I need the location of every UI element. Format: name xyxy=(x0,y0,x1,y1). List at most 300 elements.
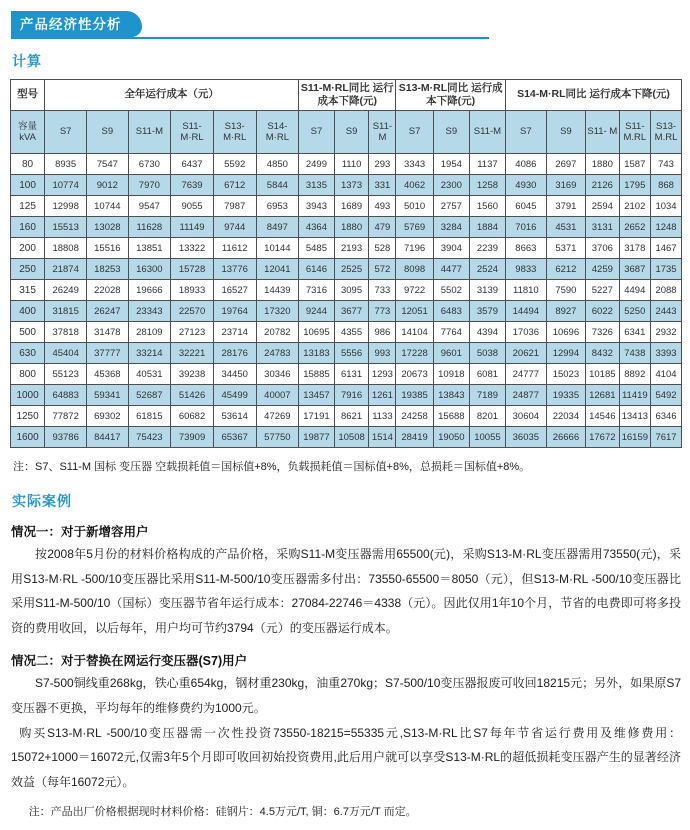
value-cell: 5485 xyxy=(299,238,334,259)
value-cell: 1133 xyxy=(369,406,396,427)
value-cell: 57750 xyxy=(256,427,299,448)
value-cell: 572 xyxy=(369,259,396,280)
case1-paragraph: 按2008年5月份的材料价格构成的产品价格，采购S11-M变压器需用65500(元)，采购S13-M·RL变压器需用73550(元)，采用S13-M·RL -500/10变压器比采用S11-M-500/10变压器需多付出：73550-65500＝8050（元），但S13-M·RL -500/10变压器比采用S11-M-500/10（国标）变压器节省年运行成本：27084-22746＝4338（元）。因此仅用1年10个月，节省的电费即可将多投资的费用收回，以后每年，用户均可节约3794（元）的变压器运行成本。 xyxy=(11,547,681,635)
value-cell: 64883 xyxy=(45,385,87,406)
value-cell: 8098 xyxy=(396,259,433,280)
value-cell: 9744 xyxy=(213,217,256,238)
capacity-cell: 100 xyxy=(11,175,45,196)
value-cell: 1258 xyxy=(469,175,505,196)
value-cell: 4259 xyxy=(586,259,619,280)
value-cell: 37777 xyxy=(87,343,128,364)
case2-paragraph-1: S7-500铜线重268kg，铁心重654kg，钢材重230kg，油重270kg；S7-500/10变压器报废可收回18215元；另外，如果原S7变压器不更换，平均每年的维修费约为1000元。 xyxy=(11,676,681,715)
value-cell: 51426 xyxy=(171,385,214,406)
table-row xyxy=(11,196,682,217)
table-row xyxy=(11,427,682,448)
value-cell: 2126 xyxy=(586,175,619,196)
value-cell: 7617 xyxy=(651,427,682,448)
value-cell: 28419 xyxy=(396,427,433,448)
value-cell: 9055 xyxy=(171,196,214,217)
value-cell: 19666 xyxy=(128,280,171,301)
value-cell: 9244 xyxy=(299,301,334,322)
value-cell: 5556 xyxy=(334,343,369,364)
value-cell: 4477 xyxy=(433,259,469,280)
capacity-cell: 1000 xyxy=(11,385,45,406)
value-cell: 2300 xyxy=(433,175,469,196)
value-cell: 6146 xyxy=(299,259,334,280)
value-cell: 24877 xyxy=(506,385,547,406)
value-cell: 7016 xyxy=(506,217,547,238)
value-cell: 1954 xyxy=(433,154,469,175)
table-note: 注：S7、S11-M 国标 变压器 空载损耗值＝国标值+8%，负载损耗值＝国标值+8%，总损耗＝国标值+8%。 xyxy=(13,461,531,473)
value-cell: 9601 xyxy=(433,343,469,364)
col-header: S9 xyxy=(433,111,469,154)
value-cell: 24783 xyxy=(256,343,299,364)
value-cell: 6483 xyxy=(433,301,469,322)
value-cell: 10185 xyxy=(586,364,619,385)
value-cell: 2757 xyxy=(433,196,469,217)
capacity-cell: 1250 xyxy=(11,406,45,427)
value-cell: 31478 xyxy=(87,322,128,343)
value-cell: 75423 xyxy=(128,427,171,448)
value-cell: 73909 xyxy=(171,427,214,448)
value-cell: 7316 xyxy=(299,280,334,301)
value-cell: 6131 xyxy=(334,364,369,385)
value-cell: 17036 xyxy=(506,322,547,343)
value-cell: 28176 xyxy=(213,343,256,364)
value-cell: 77872 xyxy=(45,406,87,427)
value-cell: 773 xyxy=(369,301,396,322)
value-cell: 8935 xyxy=(45,154,87,175)
value-cell: 2652 xyxy=(619,217,651,238)
value-cell: 13851 xyxy=(128,238,171,259)
value-cell: 479 xyxy=(369,217,396,238)
value-cell: 40531 xyxy=(128,364,171,385)
table-row xyxy=(11,343,682,364)
value-cell: 2525 xyxy=(334,259,369,280)
value-cell: 5592 xyxy=(213,154,256,175)
value-cell: 3393 xyxy=(651,343,682,364)
value-cell: 15728 xyxy=(171,259,214,280)
capacity-cell: 125 xyxy=(11,196,45,217)
capacity-cell: 200 xyxy=(11,238,45,259)
value-cell: 3284 xyxy=(433,217,469,238)
value-cell: 16300 xyxy=(128,259,171,280)
value-cell: 10744 xyxy=(87,196,128,217)
value-cell: 24258 xyxy=(396,406,433,427)
value-cell: 4104 xyxy=(651,364,682,385)
value-cell: 10918 xyxy=(433,364,469,385)
group-s11-header: S11-M·RL同比 运行成本下降(元) xyxy=(299,80,396,111)
value-cell: 15688 xyxy=(433,406,469,427)
value-cell: 733 xyxy=(369,280,396,301)
value-cell: 45404 xyxy=(45,343,87,364)
value-cell: 15023 xyxy=(546,364,585,385)
value-cell: 6022 xyxy=(586,301,619,322)
value-cell: 1884 xyxy=(469,217,505,238)
capacity-cell: 80 xyxy=(11,154,45,175)
value-cell: 7189 xyxy=(469,385,505,406)
value-cell: 26666 xyxy=(546,427,585,448)
value-cell: 1514 xyxy=(369,427,396,448)
table-row xyxy=(11,406,682,427)
value-cell: 2499 xyxy=(299,154,334,175)
value-cell: 2443 xyxy=(651,301,682,322)
col-header: S11-M xyxy=(128,111,171,154)
value-cell: 10055 xyxy=(469,427,505,448)
value-cell: 5250 xyxy=(619,301,651,322)
value-cell: 3687 xyxy=(619,259,651,280)
value-cell: 13776 xyxy=(213,259,256,280)
value-cell: 3677 xyxy=(334,301,369,322)
value-cell: 24777 xyxy=(506,364,547,385)
value-cell: 293 xyxy=(369,154,396,175)
value-cell: 8621 xyxy=(334,406,369,427)
value-cell: 1880 xyxy=(586,154,619,175)
value-cell: 28109 xyxy=(128,322,171,343)
value-cell: 10696 xyxy=(546,322,585,343)
value-cell: 13183 xyxy=(299,343,334,364)
capacity-header: 容量 kVA xyxy=(11,111,45,154)
value-cell: 8497 xyxy=(256,217,299,238)
value-cell: 59341 xyxy=(87,385,128,406)
banner-underline xyxy=(11,37,489,39)
col-header: S7 xyxy=(396,111,433,154)
value-cell: 2594 xyxy=(586,196,619,217)
value-cell: 5371 xyxy=(546,238,585,259)
value-cell: 19050 xyxy=(433,427,469,448)
value-cell: 6081 xyxy=(469,364,505,385)
value-cell: 868 xyxy=(651,175,682,196)
col-header: S7 xyxy=(45,111,87,154)
table-row xyxy=(11,175,682,196)
value-cell: 4394 xyxy=(469,322,505,343)
value-cell: 13457 xyxy=(299,385,334,406)
col-header: S11- M xyxy=(586,111,619,154)
capacity-cell: 315 xyxy=(11,280,45,301)
value-cell: 11419 xyxy=(619,385,651,406)
value-cell: 60682 xyxy=(171,406,214,427)
case2-paragraph-2: 购买S13-M·RL -500/10变压器需一次性投资73550-18215=55335元,S13-M·RL比S7每年节省运行费用及维修费用：15072+1000＝16072元,仅需3年5个月即可收回初始投资费用,此后用户就可以享受S13-M·RL的超低损耗变压器产生的显著经济效益（每年16072元）。 xyxy=(11,725,681,789)
value-cell: 33214 xyxy=(128,343,171,364)
value-cell: 331 xyxy=(369,175,396,196)
col-header: S11- M·RL xyxy=(171,111,214,154)
value-cell: 12681 xyxy=(586,385,619,406)
capacity-cell: 160 xyxy=(11,217,45,238)
value-cell: 18808 xyxy=(45,238,87,259)
value-cell: 1373 xyxy=(334,175,369,196)
value-cell: 30604 xyxy=(506,406,547,427)
value-cell: 65367 xyxy=(213,427,256,448)
value-cell: 1110 xyxy=(334,154,369,175)
capacity-cell: 250 xyxy=(11,259,45,280)
value-cell: 47269 xyxy=(256,406,299,427)
col-header: S14- M·RL xyxy=(256,111,299,154)
value-cell: 6953 xyxy=(256,196,299,217)
value-cell: 8663 xyxy=(506,238,547,259)
value-cell: 45368 xyxy=(87,364,128,385)
value-cell: 9547 xyxy=(128,196,171,217)
value-cell: 3169 xyxy=(546,175,585,196)
case2-heading: 情况二：对于替换在网运行变压器(S7)用户 xyxy=(11,654,248,669)
value-cell: 13028 xyxy=(87,217,128,238)
table-row xyxy=(11,154,682,175)
value-cell: 39238 xyxy=(171,364,214,385)
page-title: 产品经济性分析 xyxy=(11,11,142,37)
value-cell: 18933 xyxy=(171,280,214,301)
value-cell: 31815 xyxy=(45,301,87,322)
value-cell: 53614 xyxy=(213,406,256,427)
footer-note: 注：产品出厂价格根据现时材料价格：硅钢片：4.5万元/T, 铜：6.7万元/T 而定。 xyxy=(28,806,417,819)
value-cell: 69302 xyxy=(87,406,128,427)
value-cell: 5769 xyxy=(396,217,433,238)
value-cell: 5502 xyxy=(433,280,469,301)
case1-heading: 情况一：对于新增容用户 xyxy=(11,525,149,539)
table-row xyxy=(11,322,682,343)
value-cell: 27123 xyxy=(171,322,214,343)
table-row xyxy=(11,280,682,301)
value-cell: 5492 xyxy=(651,385,682,406)
value-cell: 2239 xyxy=(469,238,505,259)
value-cell: 11612 xyxy=(213,238,256,259)
value-cell: 17191 xyxy=(299,406,334,427)
value-cell: 12998 xyxy=(45,196,87,217)
value-cell: 40007 xyxy=(256,385,299,406)
value-cell: 13843 xyxy=(433,385,469,406)
capacity-cell: 1600 xyxy=(11,427,45,448)
capacity-cell: 400 xyxy=(11,301,45,322)
value-cell: 7438 xyxy=(619,343,651,364)
value-cell: 3343 xyxy=(396,154,433,175)
value-cell: 22028 xyxy=(87,280,128,301)
value-cell: 8892 xyxy=(619,364,651,385)
value-cell: 6712 xyxy=(213,175,256,196)
value-cell: 1560 xyxy=(469,196,505,217)
value-cell: 5038 xyxy=(469,343,505,364)
value-cell: 1467 xyxy=(651,238,682,259)
value-cell: 17320 xyxy=(256,301,299,322)
value-cell: 12041 xyxy=(256,259,299,280)
value-cell: 13322 xyxy=(171,238,214,259)
value-cell: 6437 xyxy=(171,154,214,175)
model-header: 型号 xyxy=(11,80,45,111)
value-cell: 3706 xyxy=(586,238,619,259)
col-header: S11-M xyxy=(469,111,505,154)
value-cell: 55123 xyxy=(45,364,87,385)
value-cell: 14439 xyxy=(256,280,299,301)
value-cell: 3943 xyxy=(299,196,334,217)
value-cell: 4062 xyxy=(396,175,433,196)
value-cell: 1248 xyxy=(651,217,682,238)
value-cell: 5844 xyxy=(256,175,299,196)
value-cell: 6045 xyxy=(506,196,547,217)
value-cell: 1880 xyxy=(334,217,369,238)
value-cell: 32221 xyxy=(171,343,214,364)
value-cell: 3095 xyxy=(334,280,369,301)
section-title-cases: 实际案例 xyxy=(12,493,72,509)
col-header: S13- M.RL xyxy=(651,111,682,154)
value-cell: 22034 xyxy=(546,406,585,427)
value-cell: 6730 xyxy=(128,154,171,175)
value-cell: 3791 xyxy=(546,196,585,217)
value-cell: 52687 xyxy=(128,385,171,406)
value-cell: 3579 xyxy=(469,301,505,322)
value-cell: 15885 xyxy=(299,364,334,385)
value-cell: 20621 xyxy=(506,343,547,364)
table-row xyxy=(11,238,682,259)
value-cell: 7547 xyxy=(87,154,128,175)
capacity-cell: 800 xyxy=(11,364,45,385)
value-cell: 10144 xyxy=(256,238,299,259)
value-cell: 45499 xyxy=(213,385,256,406)
table-row xyxy=(11,385,682,406)
col-header: S9 xyxy=(334,111,369,154)
value-cell: 7326 xyxy=(586,322,619,343)
col-header: S11- M.RL xyxy=(619,111,651,154)
value-cell: 1735 xyxy=(651,259,682,280)
group-s13-header: S13-M·RL同比 运行成本下降(元) xyxy=(396,80,506,111)
value-cell: 11810 xyxy=(506,280,547,301)
value-cell: 7916 xyxy=(334,385,369,406)
value-cell: 3178 xyxy=(619,238,651,259)
value-cell: 17672 xyxy=(586,427,619,448)
value-cell: 2088 xyxy=(651,280,682,301)
value-cell: 84417 xyxy=(87,427,128,448)
value-cell: 9012 xyxy=(87,175,128,196)
value-cell: 19764 xyxy=(213,301,256,322)
value-cell: 26247 xyxy=(87,301,128,322)
value-cell: 12994 xyxy=(546,343,585,364)
value-cell: 16527 xyxy=(213,280,256,301)
capacity-cell: 500 xyxy=(11,322,45,343)
value-cell: 4930 xyxy=(506,175,547,196)
value-cell: 19335 xyxy=(546,385,585,406)
value-cell: 20673 xyxy=(396,364,433,385)
col-header: S7 xyxy=(299,111,334,154)
value-cell: 26249 xyxy=(45,280,87,301)
table-row xyxy=(11,364,682,385)
value-cell: 6212 xyxy=(546,259,585,280)
value-cell: 4086 xyxy=(506,154,547,175)
value-cell: 2932 xyxy=(651,322,682,343)
value-cell: 4531 xyxy=(546,217,585,238)
col-header: S9 xyxy=(546,111,585,154)
value-cell: 1689 xyxy=(334,196,369,217)
value-cell: 5227 xyxy=(586,280,619,301)
value-cell: 8432 xyxy=(586,343,619,364)
value-cell: 3131 xyxy=(586,217,619,238)
group-annual-header: 全年运行成本（元） xyxy=(45,80,299,111)
value-cell: 4850 xyxy=(256,154,299,175)
value-cell: 7196 xyxy=(396,238,433,259)
value-cell: 7590 xyxy=(546,280,585,301)
value-cell: 22570 xyxy=(171,301,214,322)
value-cell: 10695 xyxy=(299,322,334,343)
value-cell: 3139 xyxy=(469,280,505,301)
value-cell: 10508 xyxy=(334,427,369,448)
value-cell: 4355 xyxy=(334,322,369,343)
value-cell: 8201 xyxy=(469,406,505,427)
col-header: S13- M·RL xyxy=(213,111,256,154)
value-cell: 4494 xyxy=(619,280,651,301)
value-cell: 2102 xyxy=(619,196,651,217)
value-cell: 2697 xyxy=(546,154,585,175)
value-cell: 15516 xyxy=(87,238,128,259)
cost-comparison-table xyxy=(10,79,682,448)
value-cell: 2193 xyxy=(334,238,369,259)
value-cell: 7987 xyxy=(213,196,256,217)
value-cell: 10774 xyxy=(45,175,87,196)
table-row xyxy=(11,301,682,322)
value-cell: 15513 xyxy=(45,217,87,238)
value-cell: 7639 xyxy=(171,175,214,196)
value-cell: 1795 xyxy=(619,175,651,196)
value-cell: 986 xyxy=(369,322,396,343)
value-cell: 30346 xyxy=(256,364,299,385)
value-cell: 17228 xyxy=(396,343,433,364)
value-cell: 1034 xyxy=(651,196,682,217)
value-cell: 1137 xyxy=(469,154,505,175)
value-cell: 3904 xyxy=(433,238,469,259)
section-title-calc: 计算 xyxy=(12,53,42,69)
value-cell: 14546 xyxy=(586,406,619,427)
value-cell: 8927 xyxy=(546,301,585,322)
value-cell: 36035 xyxy=(506,427,547,448)
value-cell: 20782 xyxy=(256,322,299,343)
table-row xyxy=(11,217,682,238)
value-cell: 9833 xyxy=(506,259,547,280)
value-cell: 2524 xyxy=(469,259,505,280)
value-cell: 19385 xyxy=(396,385,433,406)
value-cell: 5010 xyxy=(396,196,433,217)
value-cell: 16159 xyxy=(619,427,651,448)
value-cell: 14104 xyxy=(396,322,433,343)
table-header-groups xyxy=(11,80,682,111)
col-header: S11- M xyxy=(369,111,396,154)
value-cell: 37818 xyxy=(45,322,87,343)
value-cell: 1587 xyxy=(619,154,651,175)
value-cell: 21874 xyxy=(45,259,87,280)
value-cell: 1293 xyxy=(369,364,396,385)
table-header-columns xyxy=(11,111,682,154)
banner-row xyxy=(10,8,681,42)
value-cell: 9722 xyxy=(396,280,433,301)
value-cell: 11628 xyxy=(128,217,171,238)
value-cell: 4364 xyxy=(299,217,334,238)
value-cell: 993 xyxy=(369,343,396,364)
col-header: S7 xyxy=(506,111,547,154)
value-cell: 23714 xyxy=(213,322,256,343)
value-cell: 11149 xyxy=(171,217,214,238)
value-cell: 23343 xyxy=(128,301,171,322)
value-cell: 743 xyxy=(651,154,682,175)
value-cell: 6346 xyxy=(651,406,682,427)
value-cell: 12051 xyxy=(396,301,433,322)
value-cell: 19877 xyxy=(299,427,334,448)
value-cell: 6341 xyxy=(619,322,651,343)
value-cell: 7764 xyxy=(433,322,469,343)
value-cell: 34450 xyxy=(213,364,256,385)
value-cell: 13413 xyxy=(619,406,651,427)
value-cell: 61815 xyxy=(128,406,171,427)
value-cell: 3135 xyxy=(299,175,334,196)
value-cell: 18253 xyxy=(87,259,128,280)
value-cell: 14494 xyxy=(506,301,547,322)
value-cell: 93786 xyxy=(45,427,87,448)
table-row xyxy=(11,259,682,280)
value-cell: 1261 xyxy=(369,385,396,406)
value-cell: 7970 xyxy=(128,175,171,196)
value-cell: 528 xyxy=(369,238,396,259)
